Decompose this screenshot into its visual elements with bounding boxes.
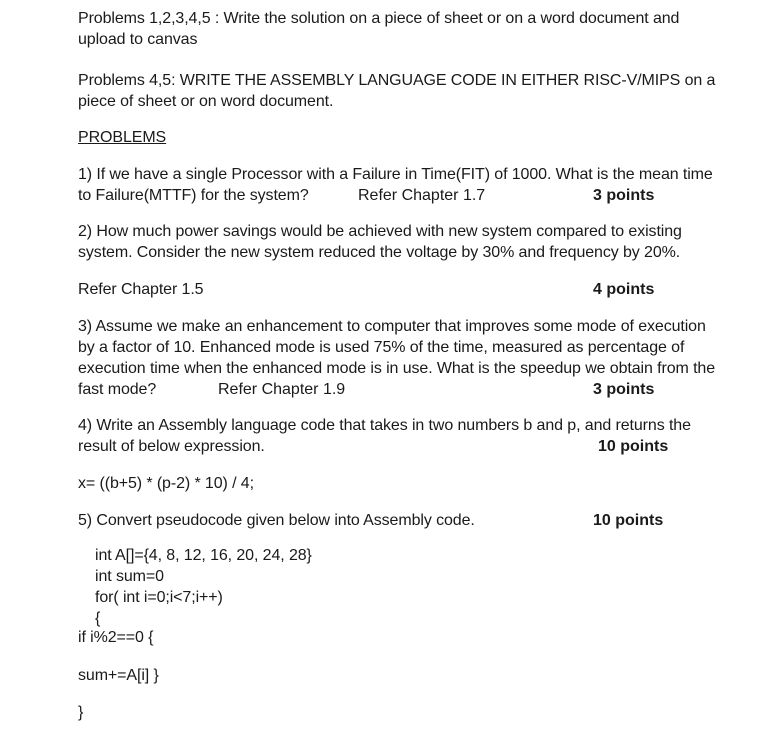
problem-4-expression: x= ((b+5) * (p-2) * 10) / 4; [78, 475, 254, 492]
problem-1-points: 3 points [593, 187, 655, 204]
intro-line-2: upload to canvas [78, 31, 198, 48]
intro-line-1: Problems 1,2,3,4,5 : Write the solution on a piece of sheet or on a word document and [78, 10, 680, 27]
problem-1-line-2: to Failure(MTTF) for the system? [78, 187, 309, 204]
problem-3-line-1: 3) Assume we make an enhancement to computer that improves some mode of execution [78, 318, 706, 335]
problem-4-line-1: 4) Write an Assembly language code that takes in two numbers b and p, and returns the [78, 417, 691, 434]
problem-3-line-4: fast mode? [78, 381, 157, 398]
problem-1-line-1: 1) If we have a single Processor with a Failure in Time(FIT) of 1000. What is the mean time [78, 166, 713, 183]
problem-5-points: 10 points [593, 512, 664, 529]
problem-4-points: 10 points [598, 438, 669, 455]
problem-2-reference: Refer Chapter 1.5 [78, 281, 204, 298]
problems-heading: PROBLEMS [78, 129, 167, 146]
problem-3-line-3: execution time when the enhanced mode is in use. What is the speedup we obtain from the [78, 360, 716, 377]
problem-3-line-2: by a factor of 10. Enhanced mode is used 75% of the time, measured as percentage of [78, 339, 685, 356]
pseudocode-line-6: sum+=A[i] } [78, 667, 159, 684]
pseudocode-line-4: { [95, 610, 101, 627]
pseudocode-line-1: int A[]={4, 8, 12, 16, 20, 24, 28} [95, 547, 312, 564]
problem-2-points: 4 points [593, 281, 655, 298]
problem-3-reference: Refer Chapter 1.9 [218, 381, 346, 398]
pseudocode-line-7: } [78, 704, 84, 721]
problem-1-reference: Refer Chapter 1.7 [358, 187, 486, 204]
problem-2-line-2: system. Consider the new system reduced the voltage by 30% and frequency by 20%. [78, 244, 681, 261]
assembly-note-line-2: piece of sheet or on word document. [78, 93, 334, 110]
pseudocode-line-5: if i%2==0 { [78, 629, 154, 646]
problem-4-line-2: result of below expression. [78, 438, 265, 455]
pseudocode-line-3: for( int i=0;i<7;i++) [95, 589, 223, 606]
problem-2-line-1: 2) How much power savings would be achieved with new system compared to existing [78, 223, 682, 240]
assembly-note-line-1: Problems 4,5: WRITE THE ASSEMBLY LANGUAGE CODE IN EITHER RISC-V/MIPS on a [78, 72, 716, 89]
problem-5-line-1: 5) Convert pseudocode given below into Assembly code. [78, 512, 475, 529]
problem-3-points: 3 points [593, 381, 655, 398]
pseudocode-line-2: int sum=0 [95, 568, 164, 585]
